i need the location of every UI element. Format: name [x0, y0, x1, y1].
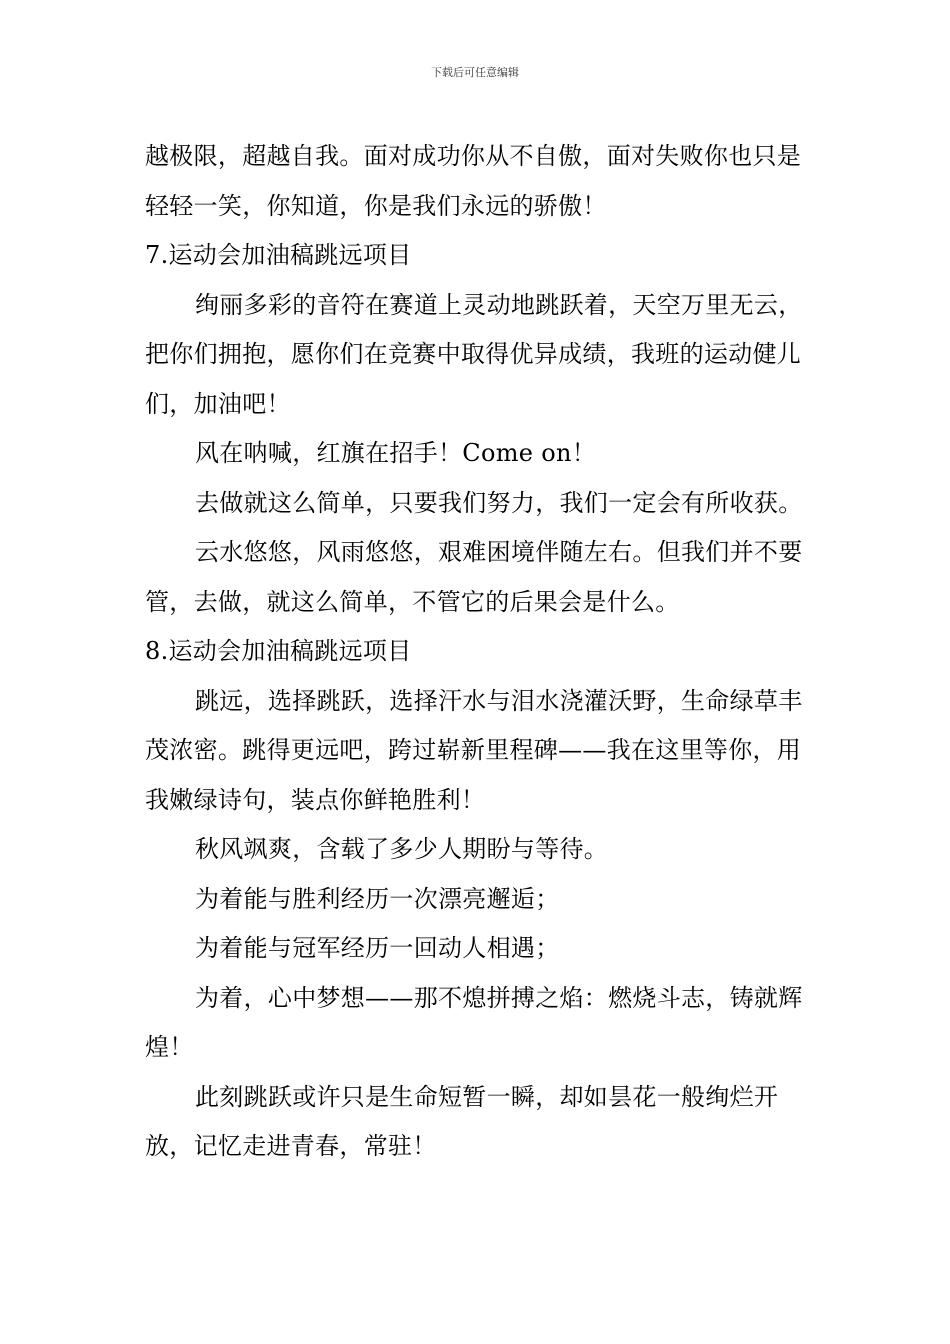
paragraph-continuation: 越极限，超越自我。面对成功你从不自傲，面对失败你也只是轻轻一笑，你知道，你是我们永远的骄傲！ [145, 142, 802, 220]
paragraph: 云水悠悠，风雨悠悠，艰难困境伴随左右。但我们并不要管，去做，就这么简单，不管它的后果会是什么。 [145, 538, 803, 616]
paragraph: 为着，心中梦想——那不熄拼搏之焰：燃烧斗志，铸就辉煌！ [145, 983, 803, 1061]
paragraph: 秋风飒爽，含载了多少人期盼与等待。 [195, 835, 609, 863]
paragraph: 跳远，选择跳跃，选择汗水与泪水浇灌沃野，生命绿草丰茂浓密。跳得更远吧，跨过崭新里程碑——我在这里等你，用我嫩绿诗句，装点你鲜艳胜利！ [145, 686, 803, 814]
paragraph: 风在呐喊，红旗在招手！Come on！ [195, 439, 597, 467]
paragraph: 为着能与冠军经历一回动人相遇； [195, 934, 560, 962]
paragraph: 为着能与胜利经历一次漂亮邂逅； [195, 884, 560, 913]
document-body [145, 132, 810, 1172]
section-heading-8: 8.运动会加油稿跳远项目 [145, 637, 412, 665]
page-header-note: 下载后可任意编辑 [431, 66, 519, 79]
paragraph: 此刻跳跃或许只是生命短暂一瞬，却如昙花一般绚烂开放，记忆走进青春，常驻！ [145, 1082, 779, 1160]
section-heading-7: 7.运动会加油稿跳远项目 [145, 241, 412, 269]
paragraph: 绚丽多彩的音符在赛道上灵动地跳跃着，天空万里无云，把你们拥抱，愿你们在竞赛中取得优异成绩，我班的运动健儿们，加油吧！ [145, 290, 803, 418]
paragraph: 去做就这么简单，只要我们努力，我们一定会有所收获。 [195, 488, 803, 517]
